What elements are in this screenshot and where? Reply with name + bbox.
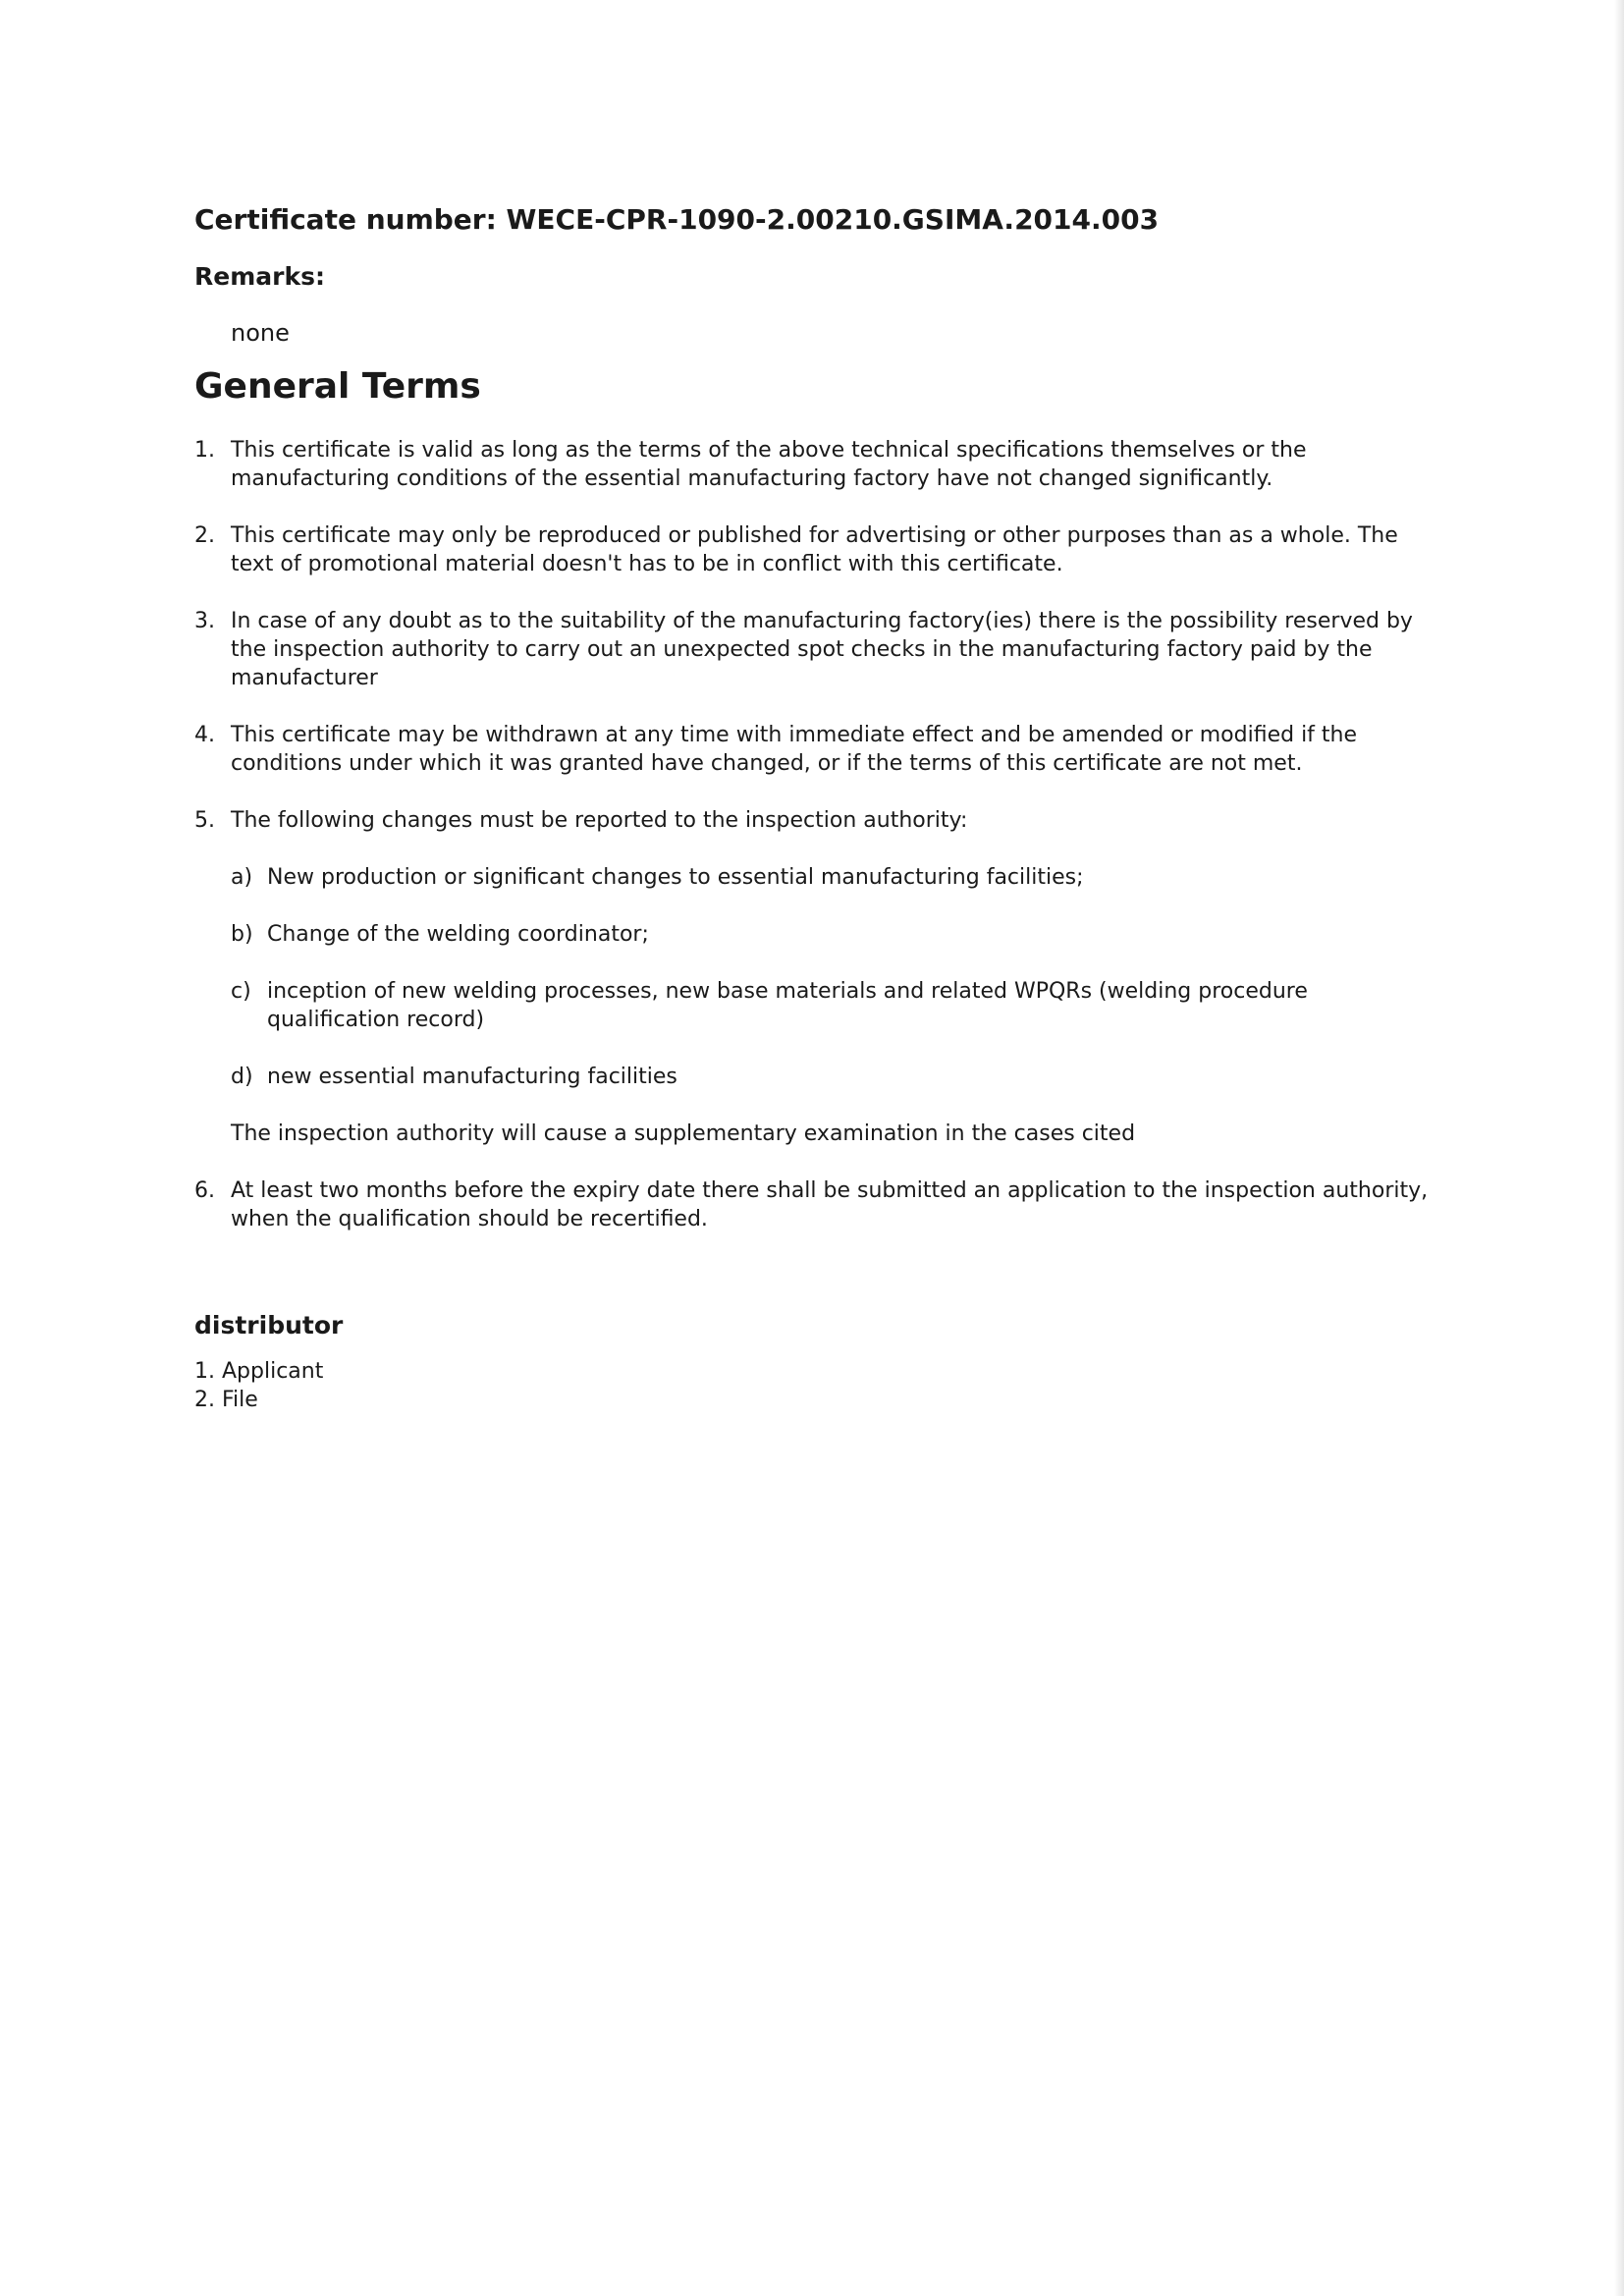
term-number: 5. bbox=[194, 808, 215, 833]
term-number: 6. bbox=[194, 1178, 215, 1203]
general-terms-heading: General Terms bbox=[194, 366, 481, 407]
distributor-heading: distributor bbox=[194, 1311, 344, 1339]
sub-item-text: New production or significant changes to essential manufacturing facilities; bbox=[267, 865, 1084, 890]
term-item-1 bbox=[194, 436, 1441, 493]
sub-item-text: inception of new welding processes, new base materials and related WPQRs (welding procedure qualification record) bbox=[267, 979, 1308, 1032]
sub-item-text: Change of the welding coordinator; bbox=[267, 922, 649, 947]
term-text: This certificate is valid as long as the terms of the above technical specifications themselves or the manufacturing conditions of the essential manufacturing factory have not changed significantly. bbox=[231, 438, 1307, 491]
certificate-number: Certificate number: WECE-CPR-1090-2.00210.GSIMA.2014.003 bbox=[194, 203, 1160, 236]
reportable-changes-list bbox=[231, 863, 1441, 1091]
sub-item-letter: c) bbox=[231, 979, 251, 1004]
sub-item-b bbox=[231, 920, 1441, 949]
supplementary-exam-note: The inspection authority will cause a supplementary examination in the cases cited bbox=[231, 1121, 1136, 1146]
sub-item-letter: a) bbox=[231, 865, 253, 890]
term-item-2 bbox=[194, 521, 1441, 578]
sub-item-letter: d) bbox=[231, 1065, 253, 1089]
term-text: The following changes must be reported to the inspection authority: bbox=[231, 808, 968, 833]
term-number: 3. bbox=[194, 609, 215, 633]
term-item-3 bbox=[194, 607, 1441, 692]
sub-item-c bbox=[231, 977, 1441, 1034]
sub-item-letter: b) bbox=[231, 922, 253, 947]
certificate-content bbox=[194, 200, 1441, 1414]
term-text: This certificate may be withdrawn at any time with immediate effect and be amended or modified if the conditions under which it was granted have changed, or if the terms of this certificate are not met. bbox=[231, 723, 1358, 776]
general-terms-list bbox=[194, 436, 1441, 1233]
distributor-item-applicant: 1. Applicant bbox=[194, 1359, 324, 1384]
remarks-label: Remarks: bbox=[194, 262, 325, 291]
term-number: 2. bbox=[194, 523, 215, 548]
sub-item-text: new essential manufacturing facilities bbox=[267, 1065, 677, 1089]
term-text: This certificate may only be reproduced or published for advertising or other purposes than as a whole. The text of promotional material doesn't has to be in conflict with this certificate. bbox=[231, 523, 1398, 576]
term-text: In case of any doubt as to the suitability of the manufacturing factory(ies) there is the possibility reserved by the inspection authority to carry out an unexpected spot checks in the manufacturing factory paid by the manufacturer bbox=[231, 609, 1413, 690]
sub-item-d bbox=[231, 1063, 1441, 1091]
term-number: 4. bbox=[194, 723, 215, 747]
term-item-4 bbox=[194, 721, 1441, 778]
term-item-5 bbox=[194, 806, 1441, 1148]
term-number: 1. bbox=[194, 438, 215, 463]
scan-shadow-edge bbox=[1614, 0, 1624, 2296]
remarks-value: none bbox=[231, 319, 290, 347]
term-text: At least two months before the expiry date there shall be submitted an application to the inspection authority, when the qualification should be recertified. bbox=[231, 1178, 1429, 1231]
distributor-list bbox=[194, 1357, 1441, 1414]
term-item-6 bbox=[194, 1176, 1441, 1233]
distributor-item-file: 2. File bbox=[194, 1388, 258, 1412]
sub-item-a bbox=[231, 863, 1441, 892]
